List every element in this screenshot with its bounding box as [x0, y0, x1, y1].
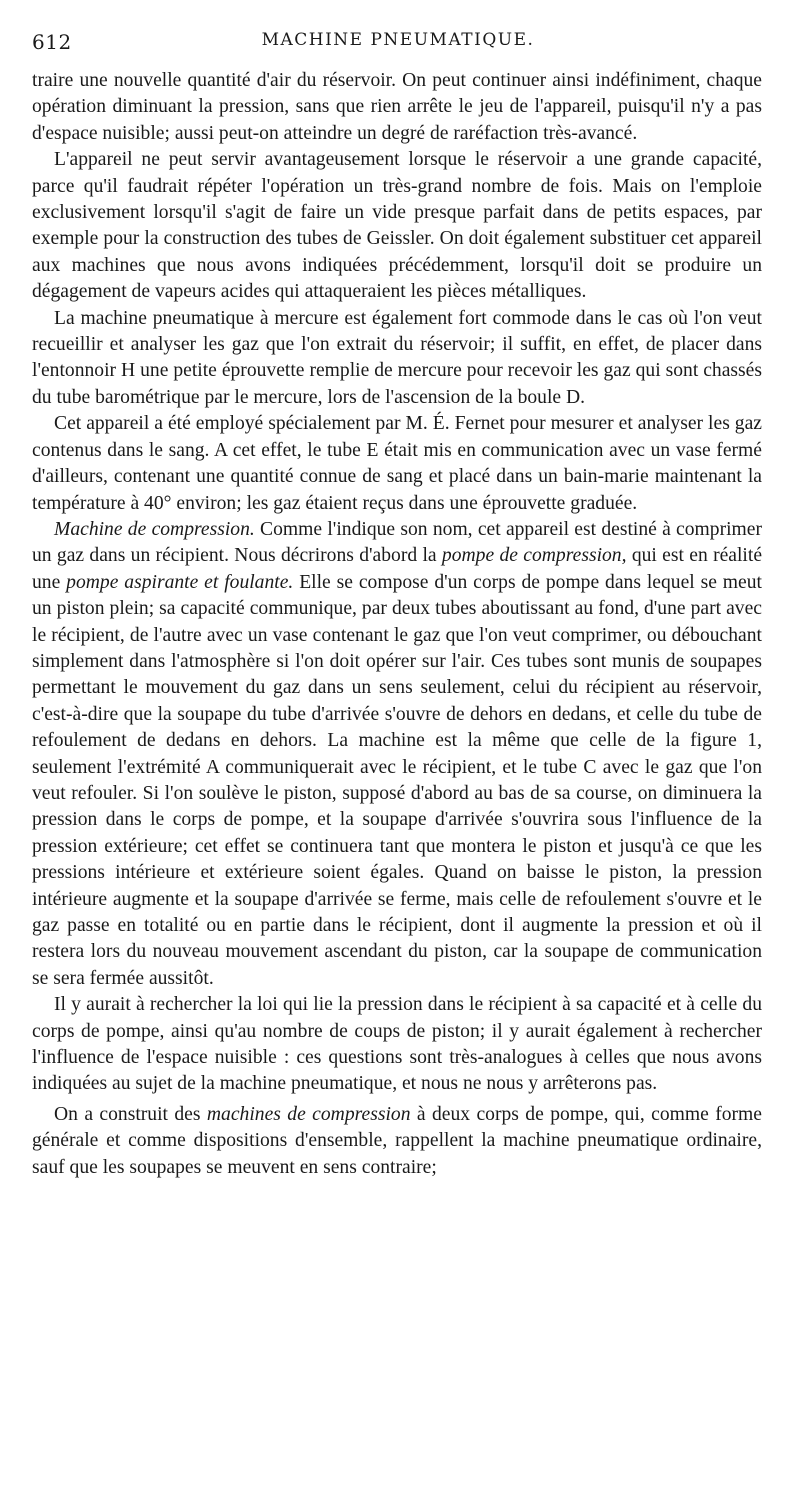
text-run: Comme l'indique son nom, cet appareil est destiné à comprimer un gaz dans un récipient. Nous décrirons d'abord la: [32, 518, 762, 567]
paragraph-mercury-machine: [32, 306, 762, 412]
body-text: [32, 68, 762, 1181]
text-run: à deux corps de pompe, qui, comme forme générale et comme dispositions d'ensemble, rappellent la machine pneumatique ordinaire, sauf que les soupapes se meuvent en sens contraire;: [32, 1103, 762, 1178]
text-run: On a construit des: [54, 1103, 207, 1125]
text-run: La machine pneumatique à mercure est également fort commode dans le cas où l'on veut recueillir et analyser les gaz que l'on extrait du réservoir; il suffit, en effet, de placer dans l'entonnoir H une petite éprouvette remplie de mercure pour recevoir les gaz qui sont chassés du tube barométrique par le mercure, lors de l'ascension de la boule D.: [32, 307, 762, 408]
text-run: Cet appareil a été employé spécialement par M. É. Fernet pour mesurer et analyser les gaz contenus dans le sang. A cet effet, le tube E était mis en communication avec un vase fermé d'ailleurs, contenant une quantité connue de sang et placé dans un bain-marie maintenant la température à 40° environ; les gaz étaient reçus dans une éprouvette graduée.: [32, 413, 762, 514]
text-run: traire une nouvelle quantité d'air du réservoir. On peut continuer ainsi indéfiniment, chaque opération diminuant la pression, sans que rien arrête le jeu de l'appareil, puisqu'il n'y a pas d'espace nuisible; aussi peut-on atteindre un degré de raréfaction très-avancé.: [32, 70, 762, 144]
paragraph-continuation: [32, 68, 762, 147]
italic-phrase: pompe aspirante et foulante.: [66, 571, 294, 593]
italic-phrase: pompe de compression,: [441, 545, 627, 567]
paragraph-compression-machine: [32, 517, 762, 992]
running-title: MACHINE PNEUMATIQUE.: [261, 30, 535, 50]
text-run: Elle se compose d'un corps de pompe dans lequel se meut un piston plein; sa capacité communique, par deux tubes aboutissant au fond, d'une part avec le récipient, de l'autre avec un vase contenant le gaz que l'on veut comprimer, ou débouchant simplement dans l'atmosphère si l'on doit opérer sur l'air. Ces tubes sont munis de soupapes permettant le mouvement du gaz dans un sens seulement, celui du récipient au réservoir, c'est-à-dire que la soupape du tube d'arrivée s'ouvre de dehors en dedans, et celle du tube de refoulement de dedans en dehors. La machine est la même que celle de la figure 1, seulement l'extrémité A communiquerait avec le récipient, et le tube C avec le gaz que l'on veut refouler. Si l'on soulève le piston, supposé d'abord au bas de sa course, on diminuera la pression dans le corps de pompe, et la soupape d'arrivée s'ouvrira sous l'influence de la pression extérieure; cet effet se continuera tant que montera le piston et jusqu'à ce que les pressions intérieure et extérieure soient égales. Quand on baisse le piston, la pression intérieure augmente et la soupape d'arrivée se ferme, mais celle de refoulement s'ouvre et le gaz passe en totalité ou en partie dans le récipient, dont il augmente la pression et où il restera lors du nouveau mouvement ascendant du piston, car la soupape de communication se sera fermée aussitôt.: [32, 571, 762, 989]
text-run: L'appareil ne peut servir avantageusement lorsque le réservoir a une grande capacité, parce qu'il faudrait répéter l'opération un très-grand nombre de fois. Mais on l'emploie exclusivement lorsqu'il s'agit de faire un vide presque parfait dans de petits espaces, par exemple pour la construction des tubes de Geissler. On doit également substituer cet appareil aux machines que nous avons indiquées précédemment, lorsqu'il doit se produire un dégagement de vapeurs acides qui attaqueraient les pièces métalliques.: [32, 149, 762, 303]
paragraph-two-cylinder-machines: [32, 1102, 762, 1181]
paragraph-reservoir-capacity: [32, 147, 762, 305]
paragraph-fernet-blood-gases: [32, 411, 762, 517]
paragraph-pressure-law: [32, 992, 762, 1098]
text-run: Il y aurait à rechercher la loi qui lie la pression dans le récipient à sa capacité et à celle du corps de pompe, ainsi qu'au nombre de coups de piston; il y aurait également à rechercher l'influence de l'espace nuisible : ces questions sont très-analogues à celles que nous avons indiquées au sujet de la machine pneumatique, et nous ne nous y arrêterons pas.: [32, 994, 762, 1095]
text-run: qui est en réalité une: [32, 545, 763, 593]
page-number: 612: [32, 30, 72, 54]
italic-phrase: machines de compression: [206, 1103, 411, 1125]
italic-phrase: Machine de compression.: [54, 518, 255, 540]
page-header: [32, 30, 764, 58]
